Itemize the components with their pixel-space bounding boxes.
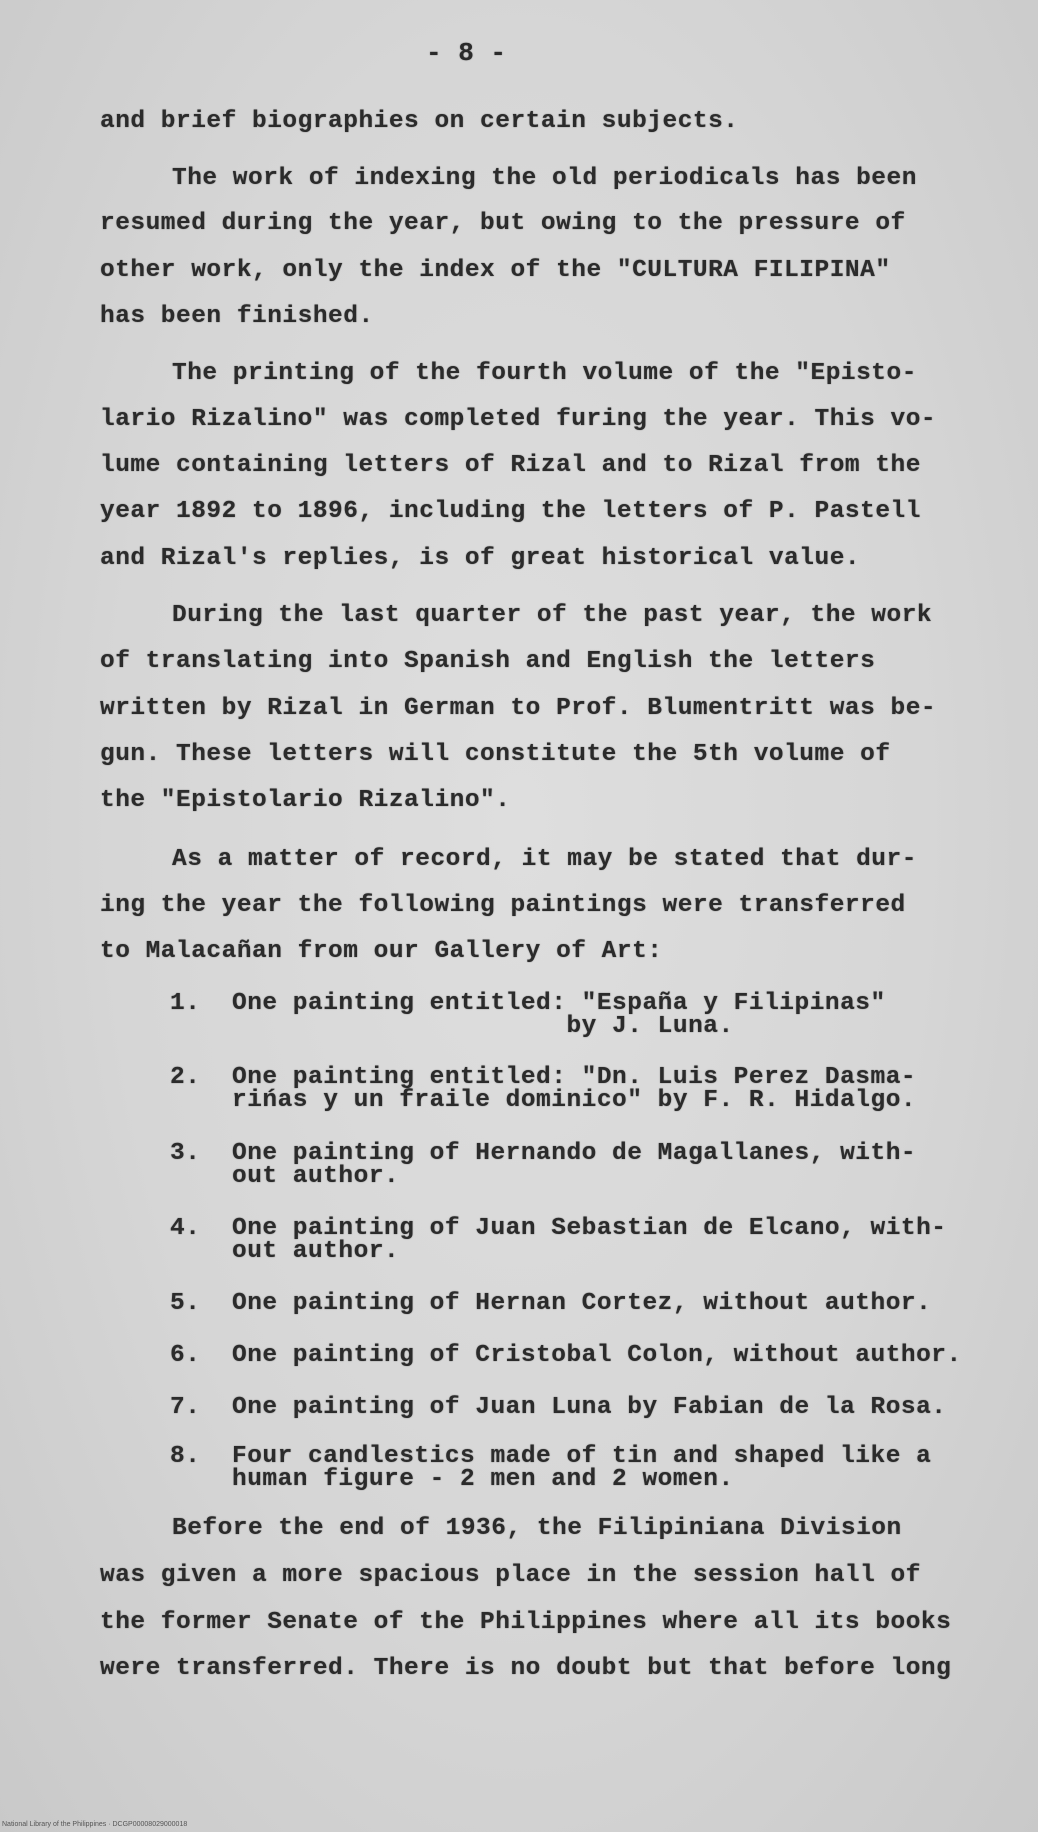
list-item [170, 1445, 931, 1491]
text-line: the "Epistolario Rizalino". [100, 787, 511, 814]
text-line: and brief biographies on certain subjects. [100, 108, 739, 135]
text-line: to Malacañan from our Gallery of Art: [100, 938, 663, 965]
text-line: The work of indexing the old periodicals has been [172, 165, 917, 192]
list-item [170, 1344, 962, 1367]
list-item-text-continued: rińas y un fraile dominico" by F. R. Hidalgo. [232, 1087, 917, 1114]
text-line: gun. These letters will constitute the 5th volume of [100, 741, 891, 768]
list-item-number: 4. [170, 1215, 201, 1242]
list-item-number: 5. [170, 1290, 201, 1317]
text-line: the former Senate of the Philippines where all its books [100, 1609, 952, 1636]
page-number: - 8 - [426, 38, 507, 68]
list-item-number: 1. [170, 990, 201, 1017]
list-item-text: One painting entitled: "Dn. Luis Perez Dasma- [232, 1064, 917, 1091]
list-item [170, 1142, 916, 1188]
list-item [170, 1396, 947, 1419]
text-line: of translating into Spanish and English the letters [100, 648, 876, 675]
list-item-text-continued: out author. [232, 1163, 400, 1190]
list-item-number: 3. [170, 1140, 201, 1167]
text-line: The printing of the fourth volume of the "Episto- [172, 360, 917, 387]
text-line: As a matter of record, it may be stated that dur- [172, 846, 917, 873]
list-item-text: One painting of Cristobal Colon, without author. [232, 1342, 962, 1369]
text-line: ing the year the following paintings were transferred [100, 892, 906, 919]
list-item [170, 1217, 947, 1263]
text-line: and Rizal's replies, is of great historical value. [100, 545, 861, 572]
text-line: Before the end of 1936, the Filipiniana Division [172, 1515, 902, 1542]
list-item [170, 1292, 931, 1315]
list-item-text: One painting of Hernando de Magallanes, with- [232, 1140, 917, 1167]
text-line: During the last quarter of the past year, the work [172, 602, 933, 629]
list-item [170, 992, 886, 1038]
list-item-text-continued: out author. [232, 1238, 400, 1265]
list-item-text-continued: by J. Luna. [232, 1013, 734, 1040]
list-item-text: One painting of Juan Luna by Fabian de la Rosa. [232, 1394, 947, 1421]
text-line: has been finished. [100, 303, 374, 330]
list-item-text: One painting entitled: "España y Filipinas" [232, 990, 886, 1017]
text-line: resumed during the year, but owing to the pressure of [100, 210, 906, 237]
list-item-number: 8. [170, 1443, 201, 1470]
list-item-number: 7. [170, 1394, 201, 1421]
list-item [170, 1066, 916, 1112]
list-item-number: 2. [170, 1064, 201, 1091]
text-line: written by Rizal in German to Prof. Blumentritt was be- [100, 695, 937, 722]
text-line: lume containing letters of Rizal and to Rizal from the [100, 452, 921, 479]
text-line: year 1892 to 1896, including the letters of P. Pastell [100, 498, 921, 525]
list-item-text-continued: human figure - 2 men and 2 women. [232, 1466, 734, 1493]
list-item-text: One painting of Juan Sebastian de Elcano, with- [232, 1215, 947, 1242]
text-line: were transferred. There is no doubt but that before long [100, 1655, 952, 1682]
text-line: was given a more spacious place in the session hall of [100, 1562, 921, 1589]
list-item-number: 6. [170, 1342, 201, 1369]
archive-credit: National Library of the Philippines · DCGP00008029000018 [2, 1821, 188, 1828]
text-line: other work, only the index of the "CULTURA FILIPINA" [100, 257, 891, 284]
text-line: lario Rizalino" was completed furing the year. This vo- [100, 406, 937, 433]
list-item-text: Four candlestics made of tin and shaped like a [232, 1443, 932, 1470]
list-item-text: One painting of Hernan Cortez, without author. [232, 1290, 932, 1317]
